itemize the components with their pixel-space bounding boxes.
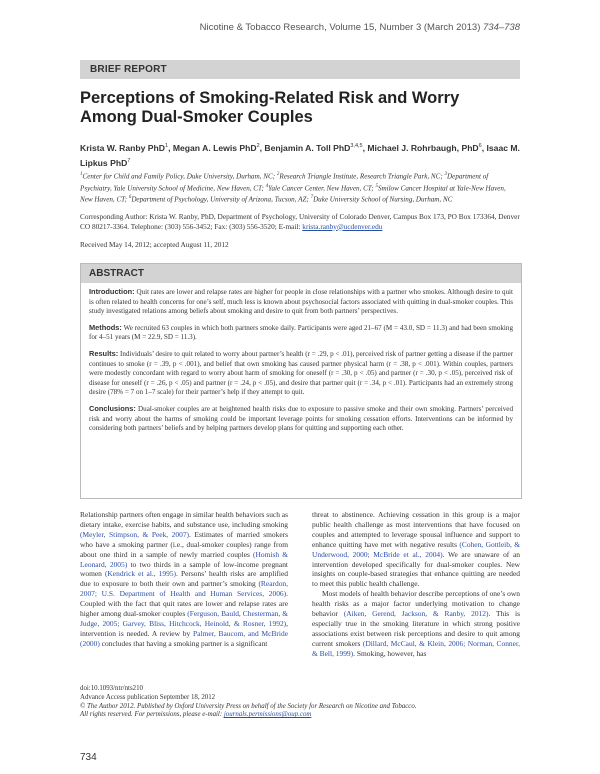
abstract-heading: ABSTRACT [89,268,144,279]
abstract-box [80,263,522,499]
abstract-heading-bar [81,264,521,283]
received-dates: Received May 14, 2012; accepted August 11, 2012 [80,240,229,249]
author: Krista W. Ranby PhD$^1$ [80,142,169,153]
author-email-link[interactable]: krista.ranby@ucdenver.edu [302,221,383,231]
citation-link[interactable]: (Homish & Leonard, 2005) [80,549,288,569]
author: Isaac M. Lipkus PhD$^7$ [80,142,520,168]
author: Benjamin A. Toll PhD$^{3,4,5}$ [264,142,363,153]
citation-link[interactable]: (Reardon, 2007; U.S. Department of Health and Human Services, 2006) [80,579,288,599]
journal-header [80,22,520,33]
doi: doi:10.1093/ntr/nts210 [80,685,143,692]
article-footer [80,685,520,720]
page-range: 734–738 [483,22,520,33]
body-paragraph: Relationship partners often engage in similar health behaviors such as dietary intake, exercise habits, and substance use, including smoking (Meyler, Stimpson, & Peek, 2007). Estimates of married smokers who have a smoking partner (i.e., dual-smoker couples) range from about one third in a sample of newly married couples (Homish & Leonard, 2005) to two thirds in a sample of low-income pregnant women (Kendrick et al., 1995). Persons’ health risks are amplified due to exposure to both their own and partner’s smoking (Reardon, 2007; U.S. Department of Health and Human Services, 2006). Coupled with the fact that quit rates are lower and relapse rates are higher among dual-smoker couples (Ferguson, Bauld, Chesterman, & Judge, 2005; Garvey, Bliss, Hitchcock, Heinold, & Rosner, 1992), intervention is needed. A review by Palmer, Baucom, and McBride (2000) concludes that having a smoking partner is a significant [80,510,289,648]
article-title: Perceptions of Smoking-Related Risk and Worry Among Dual-Smoker Couples [80,89,460,126]
article-type: BRIEF REPORT [90,64,167,75]
body-paragraph: Most models of health behavior describe perceptions of one’s own health risks as a major factor underlying motivation to change behavior (Aiken, Gerend, Jackson, & Ranby, 2012). This is especially true in the smoking literature in which strong positive associations exist between risk perceptions and desire to quit among current smokers (Dillard, McCaul, & Klein, 2006; Norman, Conner, & Bell, 1999). Smoking, however, has [312,589,520,658]
author: Michael J. Rohrbaugh, PhD$^6$ [367,142,482,153]
affiliations: $^1$Center for Child and Family Policy, Duke University, Durham, NC; $^2$Research Triangle Institute, Research Triangle Park, NC; $^3$Department of Psychiatry, Yale University School of Medicine, New Haven, CT; $^4$Yale Cancer Center, New Haven, CT; $^5$Smilow Cancer Hospital at Yale-New Haven, New Haven, CT; $^6$Department of Psychology, University of Arizona, Tucson, AZ; $^7$Duke University School of Nursing, Durham, NC [80,172,506,204]
citation-link[interactable]: (Meyler, Stimpson, & Peek, 2007) [80,529,190,539]
permissions-email-link[interactable]: journals.permissions@oup.com [223,711,312,719]
citation-link[interactable]: (Cohen, Gottleib, & Underwood, 2000; McBride et al., 2004) [312,539,520,559]
abstract-results: Results: Individuals’ desire to quit related to worry about partner’s health (r = .29, p < .01), perceived risk of partner getting a disease if the partner continues to smoke (r = .39, p < .001), and belief that own smoking has caused partner physical harm (r = .38, p < .001). Within couples, partners were modestly concordant with regard to worry about harm of smoking for oneself (r = .30, p < .05) and partner (r = .30, p < .05), perceived risk of disease for oneself (r = .26, p < .05) and partner (r = .24, p < .05), and desire that partner quit (r = .34, p < .01). Participants had an extremely strong desire (78% = 7 on 1–7 scale) for their partner’s help if they attempt to quit. [89,348,513,397]
citation-link[interactable]: (Aiken, Gerend, Jackson, & Ranby, 2012) [343,609,489,619]
permissions: All rights reserved. For permissions, please e-mail: journals.permissions@oup.com [80,711,312,719]
abstract-body [81,283,521,434]
body-paragraph: threat to abstinence. Achieving cessation in this group is a major public health challenge as most interventions that have focused on couples and attempted to leverage spousal influence and support to enhance quitting have met with negative results (Cohen, Gottleib, & Underwood, 2000; McBride et al., 2004). We are unaware of an intervention developed specifically for dual-smoker couples. New insights on couple-based strategies that enhance quitting are needed to meet this public health challenge. [312,510,520,589]
article-type-banner [80,60,520,79]
abstract-conclusions: Conclusions: Dual-smoker couples are at heightened health risks due to exposure to passive smoke and their own smoking. Partners’ perceived risk and worry about the harms of smoking could be important leverage points for smoking cessation efforts. Interventions can be informed by considering both partners’ beliefs and by helping partners develop plans for quitting and supporting each other. [89,403,513,433]
citation-link[interactable]: Palmer, Baucom, and McBride (2000) [80,628,288,648]
citation-link[interactable]: (Ferguson, Bauld, Chesterman, & Judge, 2005; Garvey, Bliss, Hitchcock, Heinold, & Rosner, 1992) [80,609,289,628]
citation-link[interactable]: (Dillard, McCaul, & Klein, 2006; Norman, Conner, & Bell, 1999) [312,638,520,658]
advance-access: Advance Access publication September 18, 2012 [80,693,216,701]
body-column-right [312,510,520,659]
abstract-introduction: Introduction: Quit rates are lower and relapse rates are higher for people in close relationships with a partner who smokes. Although desire to quit is often related to health concerns for one’s self, much less is known about psychosocial factors associated with quitting in dual-smoker couples. This study investigated relations among beliefs about smoking and desire to quit from both partners’ perspectives. [89,287,513,316]
body-column-left [80,510,288,649]
page-number: 734 [80,752,97,763]
author-list: Krista W. Ranby PhD$^1$, Megan A. Lewis PhD$^2$, Benjamin A. Toll PhD$^{3,4,5}$, Michael J. Rohrbaugh, PhD$^6$, Isaac M. Lipkus PhD$^7$ [80,142,520,168]
abstract-methods: Methods: We recruited 63 couples in which both partners smoke daily. Participants were aged 21–67 (M = 43.0, SD = 11.3) and had been smoking for 4–51 years (M = 22.9, SD = 11.3). [89,322,513,342]
journal-name: Nicotine & Tobacco Research, Volume 15, Number 3 (March 2013) [199,22,481,33]
citation-link[interactable]: (Kendrick et al., 1995) [104,569,177,579]
copyright: © The Author 2012. Published by Oxford University Press on behalf of the Society for Research on Nicotine and Tobacco. [80,702,417,710]
author: Megan A. Lewis PhD$^2$ [172,142,260,153]
corresponding-author: Corresponding Author: Krista W. Ranby, PhD, Department of Psychology, University of Colorado Denver, Campus Box 173, PO Box 173364, Denver CO 80217-3364. Telephone: (303) 556-3452; Fax: (303) 556-3520; E-mail: krista.ranby@ucdenver.edu [80,212,520,231]
